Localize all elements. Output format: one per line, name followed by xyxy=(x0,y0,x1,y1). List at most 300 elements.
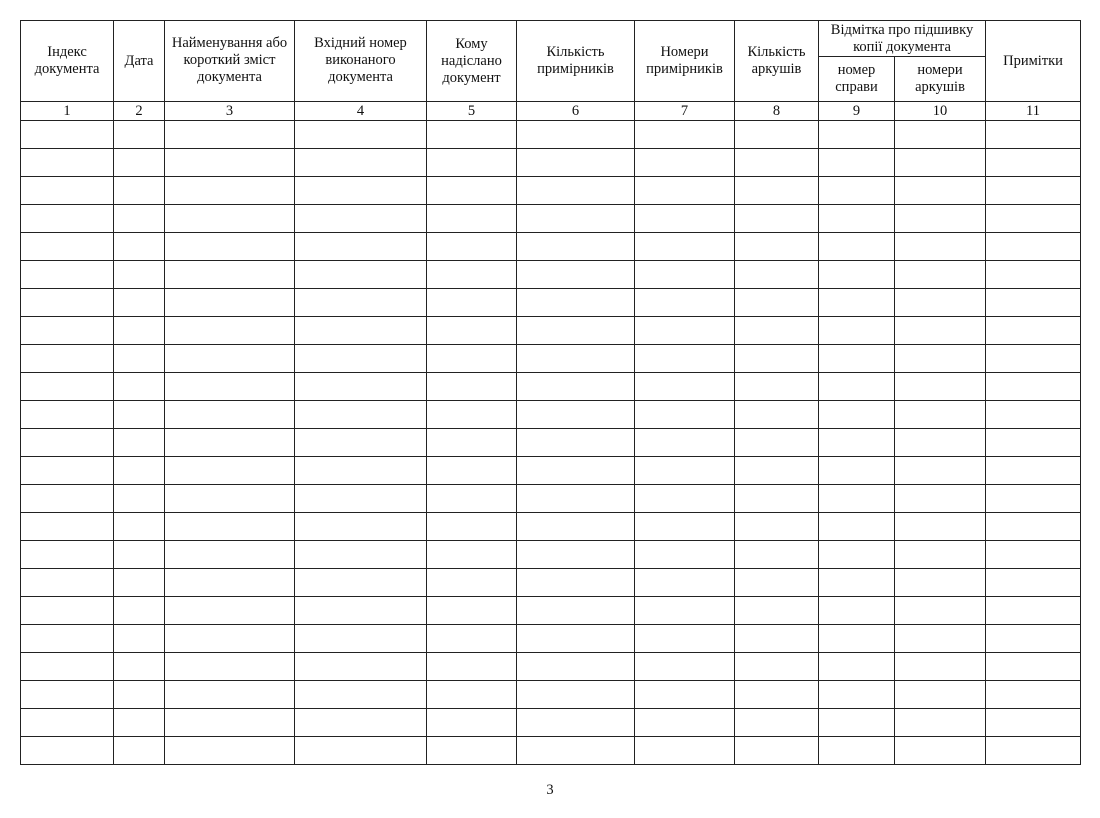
table-cell xyxy=(986,261,1081,289)
column-number-cell: 3 xyxy=(165,102,295,121)
table-cell xyxy=(114,541,165,569)
table-row xyxy=(21,289,1081,317)
table-cell xyxy=(986,653,1081,681)
document-register-table xyxy=(20,20,1081,765)
header-filing-mark: Відмітка про підшивку копії документа xyxy=(819,21,986,57)
table-cell xyxy=(735,177,819,205)
table-row xyxy=(21,485,1081,513)
table-cell xyxy=(986,205,1081,233)
header-title: Найменування або короткий зміст документа xyxy=(165,21,295,102)
table-cell xyxy=(295,261,427,289)
table-cell xyxy=(986,401,1081,429)
table-cell xyxy=(427,317,517,345)
table-cell xyxy=(517,429,635,457)
table-cell xyxy=(114,205,165,233)
table-cell xyxy=(114,681,165,709)
table-cell xyxy=(895,289,986,317)
table-cell xyxy=(986,457,1081,485)
table-cell xyxy=(295,709,427,737)
table-cell xyxy=(635,541,735,569)
table-cell xyxy=(21,177,114,205)
table-cell xyxy=(819,289,895,317)
table-cell xyxy=(295,737,427,765)
table-cell xyxy=(819,401,895,429)
table-cell xyxy=(819,513,895,541)
table-cell xyxy=(517,401,635,429)
table-cell xyxy=(895,625,986,653)
table-cell xyxy=(295,317,427,345)
table-cell xyxy=(427,121,517,149)
table-cell xyxy=(427,373,517,401)
table-cell xyxy=(635,261,735,289)
table-row xyxy=(21,513,1081,541)
table-cell xyxy=(895,513,986,541)
table-cell xyxy=(895,737,986,765)
table-cell xyxy=(21,233,114,261)
header-incoming-number: Вхідний номер виконаного документа xyxy=(295,21,427,102)
table-cell xyxy=(986,373,1081,401)
table-cell xyxy=(819,541,895,569)
table-cell xyxy=(895,541,986,569)
table-cell xyxy=(114,149,165,177)
column-number-cell: 7 xyxy=(635,102,735,121)
table-cell xyxy=(165,597,295,625)
table-cell xyxy=(986,345,1081,373)
table-cell xyxy=(819,121,895,149)
table-cell xyxy=(635,233,735,261)
table-cell xyxy=(165,177,295,205)
table-cell xyxy=(895,345,986,373)
column-number-cell: 1 xyxy=(21,102,114,121)
table-cell xyxy=(986,233,1081,261)
table-cell xyxy=(517,289,635,317)
table-cell xyxy=(635,205,735,233)
table-cell xyxy=(21,373,114,401)
table-cell xyxy=(986,485,1081,513)
column-number-cell: 8 xyxy=(735,102,819,121)
table-cell xyxy=(517,205,635,233)
table-cell xyxy=(21,737,114,765)
table-cell xyxy=(517,597,635,625)
table-cell xyxy=(295,149,427,177)
table-cell xyxy=(735,289,819,317)
column-number-cell: 6 xyxy=(517,102,635,121)
table-cell xyxy=(895,709,986,737)
table-cell xyxy=(427,653,517,681)
table-cell xyxy=(819,345,895,373)
header-sheets-count: Кількість аркушів xyxy=(735,21,819,102)
table-cell xyxy=(635,569,735,597)
table-cell xyxy=(114,261,165,289)
table-cell xyxy=(114,625,165,653)
table-cell xyxy=(895,177,986,205)
column-number-cell: 10 xyxy=(895,102,986,121)
table-cell xyxy=(986,149,1081,177)
table-cell xyxy=(986,289,1081,317)
table-cell xyxy=(165,681,295,709)
table-cell xyxy=(295,177,427,205)
table-cell xyxy=(735,737,819,765)
table-cell xyxy=(635,513,735,541)
table-cell xyxy=(21,149,114,177)
table-cell xyxy=(165,457,295,485)
table-cell xyxy=(21,653,114,681)
table-cell xyxy=(635,289,735,317)
table-cell xyxy=(21,429,114,457)
table-cell xyxy=(295,681,427,709)
table-cell xyxy=(735,205,819,233)
table-cell xyxy=(635,373,735,401)
page-number: 3 xyxy=(546,782,554,798)
table-cell xyxy=(427,233,517,261)
table-cell xyxy=(295,373,427,401)
table-cell xyxy=(635,485,735,513)
table-cell xyxy=(635,709,735,737)
table-cell xyxy=(635,121,735,149)
table-cell xyxy=(165,485,295,513)
table-cell xyxy=(819,737,895,765)
table-cell xyxy=(165,625,295,653)
table-cell xyxy=(986,737,1081,765)
table-header xyxy=(21,21,1081,121)
table-cell xyxy=(986,681,1081,709)
table-cell xyxy=(819,485,895,513)
column-number-cell: 9 xyxy=(819,102,895,121)
table-cell xyxy=(21,625,114,653)
table-cell xyxy=(165,709,295,737)
table-cell xyxy=(427,261,517,289)
table-cell xyxy=(427,625,517,653)
table-cell xyxy=(114,597,165,625)
table-cell xyxy=(735,261,819,289)
table-cell xyxy=(517,569,635,597)
table-cell xyxy=(21,205,114,233)
table-cell xyxy=(895,149,986,177)
table-cell xyxy=(114,373,165,401)
table-cell xyxy=(427,457,517,485)
table-cell xyxy=(986,177,1081,205)
table-cell xyxy=(21,457,114,485)
table-cell xyxy=(21,569,114,597)
table-cell xyxy=(295,233,427,261)
table-cell xyxy=(819,457,895,485)
table-cell xyxy=(295,597,427,625)
table-cell xyxy=(635,653,735,681)
column-number-cell: 11 xyxy=(986,102,1081,121)
table-cell xyxy=(517,373,635,401)
table-cell xyxy=(114,709,165,737)
table-cell xyxy=(427,149,517,177)
table-cell xyxy=(986,597,1081,625)
table-cell xyxy=(819,373,895,401)
table-row xyxy=(21,569,1081,597)
table-cell xyxy=(165,429,295,457)
table-cell xyxy=(517,681,635,709)
table-cell xyxy=(517,261,635,289)
table-cell xyxy=(819,653,895,681)
table-cell xyxy=(895,205,986,233)
table-cell xyxy=(635,597,735,625)
table-cell xyxy=(21,541,114,569)
table-cell xyxy=(21,261,114,289)
table-row xyxy=(21,457,1081,485)
table-cell xyxy=(735,457,819,485)
table-cell xyxy=(517,709,635,737)
header-copy-numbers: Номери примірників xyxy=(635,21,735,102)
table-cell xyxy=(21,401,114,429)
table-cell xyxy=(21,485,114,513)
table-cell xyxy=(295,121,427,149)
table-cell xyxy=(517,541,635,569)
table-cell xyxy=(517,177,635,205)
table-cell xyxy=(114,457,165,485)
table-cell xyxy=(735,373,819,401)
table-row xyxy=(21,737,1081,765)
table-cell xyxy=(165,233,295,261)
table-cell xyxy=(427,485,517,513)
table-cell xyxy=(895,681,986,709)
table-cell xyxy=(517,457,635,485)
table-cell xyxy=(635,177,735,205)
table-cell xyxy=(295,569,427,597)
table-cell xyxy=(986,709,1081,737)
header-date: Дата xyxy=(114,21,165,102)
table-cell xyxy=(295,485,427,513)
table-cell xyxy=(165,345,295,373)
table-cell xyxy=(986,121,1081,149)
table-cell xyxy=(517,121,635,149)
table-cell xyxy=(735,541,819,569)
table-cell xyxy=(427,289,517,317)
table-cell xyxy=(114,345,165,373)
table-cell xyxy=(735,121,819,149)
table-cell xyxy=(819,681,895,709)
column-number-cell: 4 xyxy=(295,102,427,121)
table-cell xyxy=(114,289,165,317)
table-cell xyxy=(635,149,735,177)
table-row xyxy=(21,261,1081,289)
table-cell xyxy=(427,177,517,205)
table-cell xyxy=(986,541,1081,569)
table-cell xyxy=(114,317,165,345)
table-cell xyxy=(735,401,819,429)
header-sent-to: Кому надіслано документ xyxy=(427,21,517,102)
table-row xyxy=(21,401,1081,429)
header-sheet-numbers: номери аркушів xyxy=(895,57,986,102)
table-cell xyxy=(165,373,295,401)
table-cell xyxy=(165,513,295,541)
table-cell xyxy=(114,401,165,429)
table-cell xyxy=(735,317,819,345)
table-cell xyxy=(735,653,819,681)
table-cell xyxy=(295,541,427,569)
table-cell xyxy=(517,317,635,345)
table-cell xyxy=(895,261,986,289)
table-cell xyxy=(21,345,114,373)
table-cell xyxy=(895,569,986,597)
table-cell xyxy=(114,569,165,597)
table-cell xyxy=(165,737,295,765)
table-row xyxy=(21,653,1081,681)
table-cell xyxy=(517,653,635,681)
table-cell xyxy=(819,597,895,625)
table-cell xyxy=(635,401,735,429)
table-row xyxy=(21,149,1081,177)
table-cell xyxy=(635,429,735,457)
table-cell xyxy=(895,653,986,681)
table-cell xyxy=(427,681,517,709)
table-cell xyxy=(735,513,819,541)
table-cell xyxy=(165,121,295,149)
table-cell xyxy=(295,513,427,541)
table-cell xyxy=(114,233,165,261)
table-cell xyxy=(735,597,819,625)
table-cell xyxy=(986,625,1081,653)
table-cell xyxy=(517,737,635,765)
table-cell xyxy=(114,737,165,765)
table-cell xyxy=(114,121,165,149)
table-row xyxy=(21,345,1081,373)
table-cell xyxy=(295,457,427,485)
table-cell xyxy=(427,709,517,737)
table-cell xyxy=(21,681,114,709)
table-row xyxy=(21,541,1081,569)
table-cell xyxy=(735,569,819,597)
table-cell xyxy=(735,625,819,653)
table-cell xyxy=(517,345,635,373)
table-cell xyxy=(819,261,895,289)
table-cell xyxy=(735,681,819,709)
table-cell xyxy=(21,709,114,737)
table-cell xyxy=(114,177,165,205)
table-cell xyxy=(295,653,427,681)
table-cell xyxy=(165,205,295,233)
table-cell xyxy=(986,429,1081,457)
table-cell xyxy=(986,569,1081,597)
table-cell xyxy=(165,541,295,569)
table-row xyxy=(21,597,1081,625)
table-cell xyxy=(895,401,986,429)
table-cell xyxy=(295,205,427,233)
table-cell xyxy=(295,345,427,373)
table-cell xyxy=(819,709,895,737)
table-cell xyxy=(165,569,295,597)
table-cell xyxy=(895,457,986,485)
table-cell xyxy=(735,233,819,261)
table-cell xyxy=(635,737,735,765)
header-index: Індекс документа xyxy=(21,21,114,102)
table-cell xyxy=(735,149,819,177)
table-cell xyxy=(427,737,517,765)
table-cell xyxy=(635,457,735,485)
table-cell xyxy=(427,205,517,233)
table-cell xyxy=(819,317,895,345)
table-cell xyxy=(114,653,165,681)
table-cell xyxy=(895,429,986,457)
table-cell xyxy=(517,485,635,513)
table-row xyxy=(21,429,1081,457)
table-cell xyxy=(819,625,895,653)
table-row xyxy=(21,373,1081,401)
table-cell xyxy=(517,625,635,653)
table-row xyxy=(21,709,1081,737)
table-cell xyxy=(427,597,517,625)
table-row xyxy=(21,121,1081,149)
table-cell xyxy=(114,429,165,457)
table-cell xyxy=(895,597,986,625)
table-cell xyxy=(427,401,517,429)
header-notes: Примітки xyxy=(986,21,1081,102)
table-cell xyxy=(819,233,895,261)
table-cell xyxy=(21,597,114,625)
table-cell xyxy=(165,317,295,345)
column-number-cell: 2 xyxy=(114,102,165,121)
table-cell xyxy=(165,261,295,289)
table-cell xyxy=(635,625,735,653)
table-cell xyxy=(21,121,114,149)
header-copies-count: Кількість примірників xyxy=(517,21,635,102)
table-cell xyxy=(295,289,427,317)
table-cell xyxy=(895,121,986,149)
table-cell xyxy=(819,205,895,233)
table-cell xyxy=(895,373,986,401)
table-row xyxy=(21,205,1081,233)
table-row xyxy=(21,625,1081,653)
column-number-cell: 5 xyxy=(427,102,517,121)
table-cell xyxy=(427,569,517,597)
table-row xyxy=(21,681,1081,709)
table-cell xyxy=(895,317,986,345)
table-row xyxy=(21,317,1081,345)
header-case-number: номер справи xyxy=(819,57,895,102)
table-cell xyxy=(427,541,517,569)
table-cell xyxy=(295,625,427,653)
table-cell xyxy=(295,429,427,457)
table-cell xyxy=(895,485,986,513)
table-cell xyxy=(517,233,635,261)
table-cell xyxy=(427,345,517,373)
table-cell xyxy=(735,345,819,373)
table-cell xyxy=(165,289,295,317)
table-cell xyxy=(895,233,986,261)
table-cell xyxy=(517,513,635,541)
table-cell xyxy=(21,513,114,541)
table-cell xyxy=(165,149,295,177)
table-cell xyxy=(21,289,114,317)
table-cell xyxy=(819,149,895,177)
table-cell xyxy=(114,513,165,541)
table-cell xyxy=(635,345,735,373)
table-cell xyxy=(165,401,295,429)
table-cell xyxy=(819,177,895,205)
table-row xyxy=(21,177,1081,205)
table-cell xyxy=(635,681,735,709)
table-cell xyxy=(735,485,819,513)
table-cell xyxy=(819,569,895,597)
table-cell xyxy=(165,653,295,681)
table-cell xyxy=(735,709,819,737)
table-cell xyxy=(819,429,895,457)
table-cell xyxy=(635,317,735,345)
table-row xyxy=(21,233,1081,261)
table-cell xyxy=(735,429,819,457)
table-cell xyxy=(517,149,635,177)
table-cell xyxy=(295,401,427,429)
column-number-row xyxy=(21,102,1081,121)
table-cell xyxy=(986,513,1081,541)
table-cell xyxy=(427,429,517,457)
table-cell xyxy=(986,317,1081,345)
